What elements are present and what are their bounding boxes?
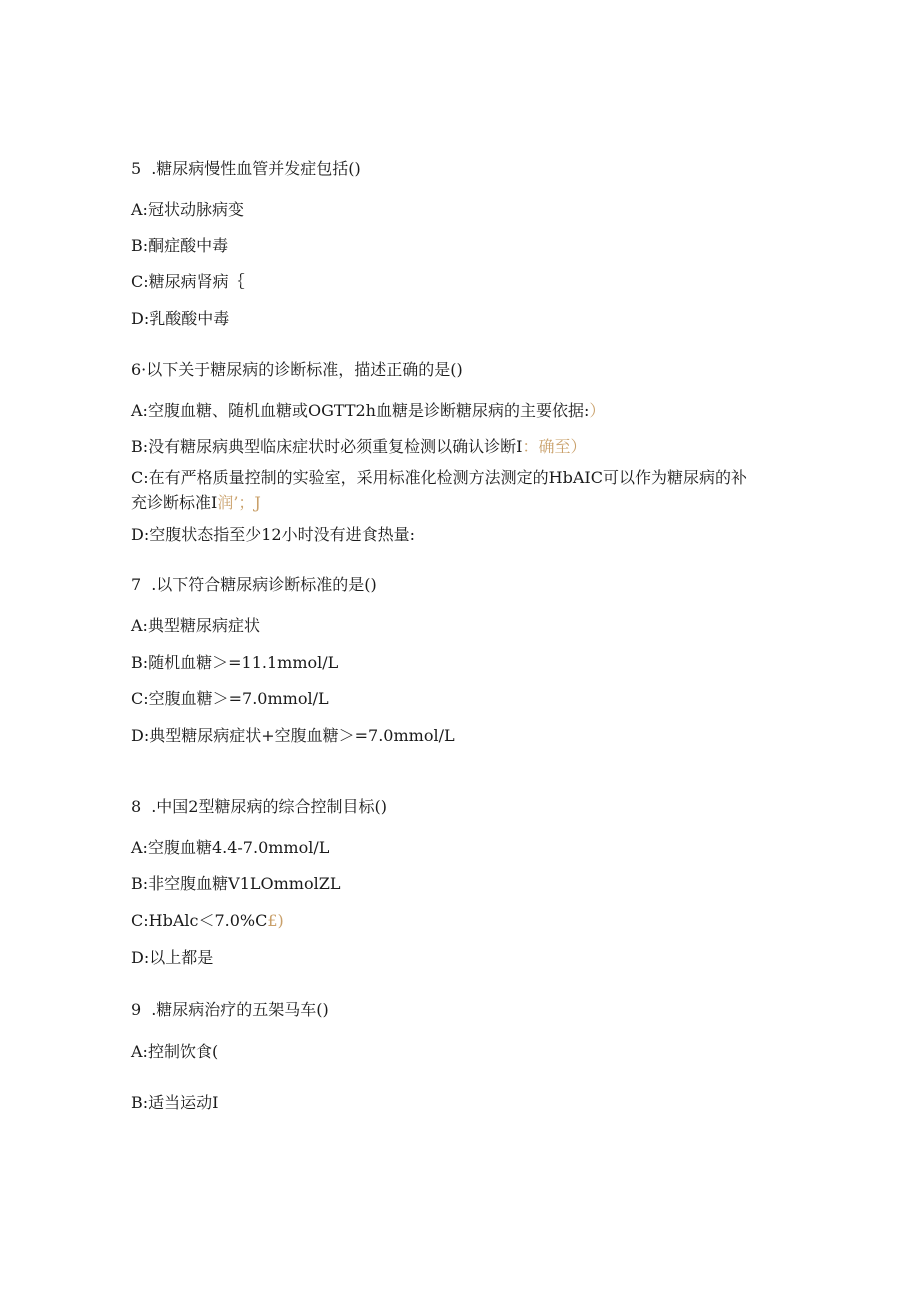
handwritten-mark: ）: [589, 401, 606, 420]
question-text: .糖尿病慢性血管并发症包括(): [151, 159, 361, 178]
question-5: [131, 158, 361, 180]
option-a: A:典型糖尿病症状: [131, 616, 260, 635]
option-a: A:控制饮食(: [131, 1042, 219, 1061]
option-text: A:空腹血糖、随机血糖或OGTT2h血糖是诊断糖尿病的主要依据:: [131, 401, 590, 420]
option-c: C:糖尿病肾病｛: [131, 272, 245, 291]
option-b: [131, 436, 587, 458]
option-c: C:空腹血糖＞=7.0mmol∕L: [131, 689, 329, 708]
question-number: 8: [131, 797, 142, 816]
question-text: .以下符合糖尿病诊断标准的是(): [151, 575, 377, 594]
option-c-line-1: C:在有严格质量控制的实验室，采用标准化检测方法测定的HbAIC可以作为糖尿病的补: [131, 468, 747, 487]
question-text: .中国2型糖尿病的综合控制目标(): [151, 797, 387, 816]
question-number: 9: [131, 1000, 142, 1019]
option-b: B:适当运动I: [131, 1093, 219, 1112]
question-number: 5: [131, 159, 142, 178]
option-text: C:HbAlc＜7.0%C: [131, 911, 268, 930]
question-6: [131, 359, 463, 381]
option-d: D:乳酸酸中毒: [131, 309, 230, 328]
option-text: 充诊断标准I: [131, 493, 218, 512]
question-text: 6·以下关于糖尿病的诊断标准，描述正确的是(): [131, 360, 463, 379]
handwritten-mark: ：确至）: [522, 437, 587, 456]
option-b: B:酮症酸中毒: [131, 236, 229, 255]
option-d: D:典型糖尿病症状+空腹血糖＞=7.0mmol∕L: [131, 726, 455, 745]
question-text: .糖尿病治疗的五架马车(): [151, 1000, 329, 1019]
option-c: [131, 910, 284, 932]
option-a: [131, 400, 605, 422]
question-9: [131, 999, 329, 1021]
handwritten-mark: 润’；J: [217, 493, 261, 512]
option-a: A:空腹血糖4.4-7.0mmol/L: [131, 838, 330, 857]
option-a: A:冠状动脉病变: [131, 200, 244, 219]
option-c-line-2: [131, 492, 261, 514]
option-text: B:没有糖尿病典型临床症状时必须重复检测以确认诊断I: [131, 437, 523, 456]
question-7: [131, 574, 377, 596]
question-number: 7: [131, 575, 142, 594]
handwritten-mark: £): [267, 911, 284, 930]
option-b: B:随机血糖＞=11.1mmol/L: [131, 653, 339, 672]
option-b: B:非空腹血糖V1LOmmolZL: [131, 874, 341, 893]
option-d: D:空腹状态指至少12小时没有进食热量:: [131, 525, 415, 544]
option-d: D:以上都是: [131, 948, 214, 967]
question-8: [131, 796, 387, 818]
